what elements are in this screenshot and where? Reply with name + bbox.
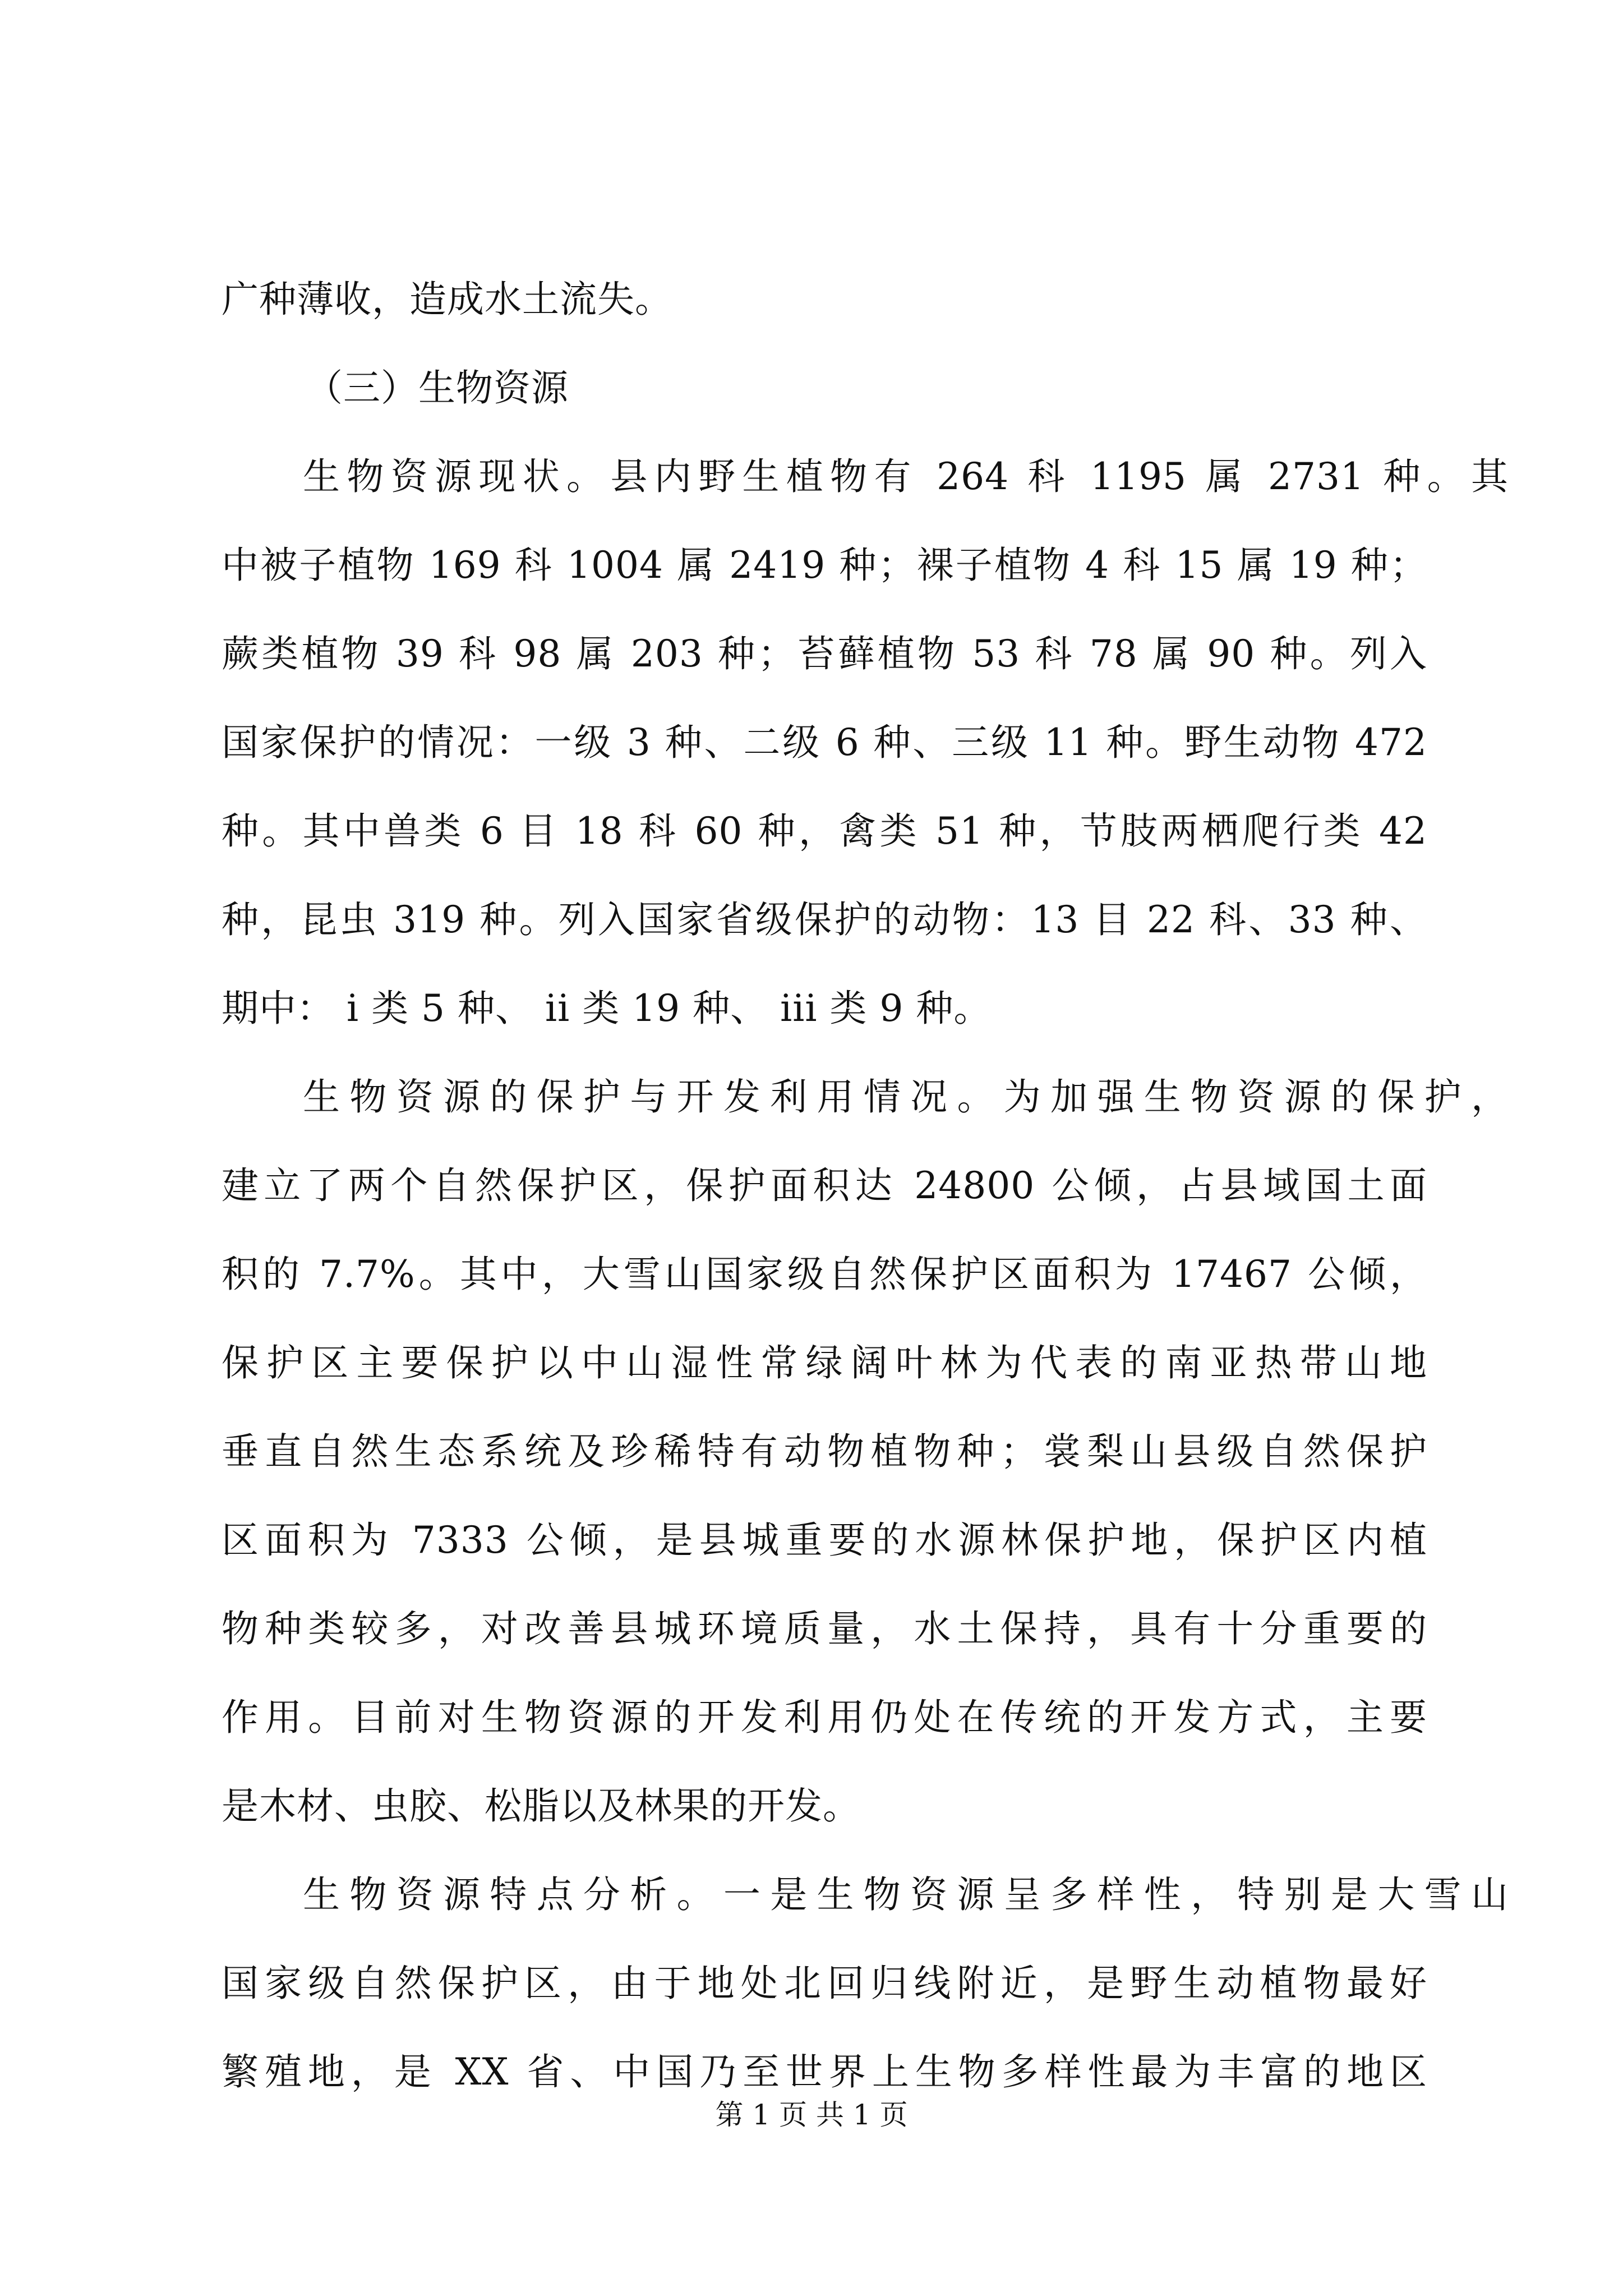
paragraph-line: 国家级自然保护区，由于地处北回归线附近，是野生动植物最好 — [222, 1962, 1427, 2005]
document-body — [222, 255, 1509, 2116]
paragraph-line: 种，昆虫 319 种。列入国家省级保护的动物：13 目 22 科、33 种、 — [222, 898, 1427, 941]
paragraph-line: 生物资源现状。县内野生植物有 264 科 1195 属 2731 种。其 — [303, 455, 1509, 498]
paragraph-line: 中被子植物 169 科 1004 属 2419 种；裸子植物 4 科 15 属 19 种； — [222, 544, 1427, 587]
page-footer: 第 1 页 共 1 页 — [715, 2099, 908, 2131]
paragraph-line: 期中： i 类 5 种、 ii 类 19 种、 iii 类 9 种。 — [222, 987, 992, 1030]
paragraph-line: 积的 7.7%。其中，大雪山国家级自然保护区面积为 17467 公倾， — [222, 1253, 1427, 1296]
paragraph-line: 生物资源的保护与开发利用情况。为加强生物资源的保护， — [303, 1075, 1509, 1119]
paragraph-line: 保护区主要保护以中山湿性常绿阔叶林为代表的南亚热带山地 — [222, 1341, 1427, 1384]
paragraph-line: 生物资源特点分析。一是生物资源呈多样性，特别是大雪山 — [303, 1873, 1509, 1916]
paragraph-line: 物种类较多，对改善县城环境质量，水土保持，具有十分重要的 — [222, 1607, 1427, 1650]
paragraph-line: 蕨类植物 39 科 98 属 203 种；苔藓植物 53 科 78 属 90 种。列入 — [222, 632, 1427, 675]
paragraph-line: 是木材、虫胶、松脂以及林果的开发。 — [222, 1784, 860, 1828]
paragraph-line: 作用。目前对生物资源的开发利用仍处在传统的开发方式，主要 — [222, 1696, 1427, 1739]
paragraph-line: 垂直自然生态系统及珍稀特有动物植物种；裳梨山县级自然保护 — [222, 1430, 1427, 1473]
paragraph-line: 广种薄收，造成水土流失。 — [222, 278, 672, 321]
paragraph-line: 种。其中兽类 6 目 18 科 60 种，禽类 51 种，节肢两栖爬行类 42 — [222, 809, 1427, 853]
paragraph-line: 繁殖地，是 XX 省、中国乃至世界上生物多样性最为丰富的地区 — [222, 2050, 1427, 2093]
paragraph-line: 建立了两个自然保护区，保护面积达 24800 公倾，占县域国土面 — [222, 1164, 1427, 1207]
section-heading: （三）生物资源 — [306, 366, 569, 409]
paragraph-line: 区面积为 7333 公倾，是县城重要的水源林保护地，保护区内植 — [222, 1519, 1427, 1562]
paragraph-line: 国家保护的情况：一级 3 种、二级 6 种、三级 11 种。野生动物 472 — [222, 721, 1427, 764]
